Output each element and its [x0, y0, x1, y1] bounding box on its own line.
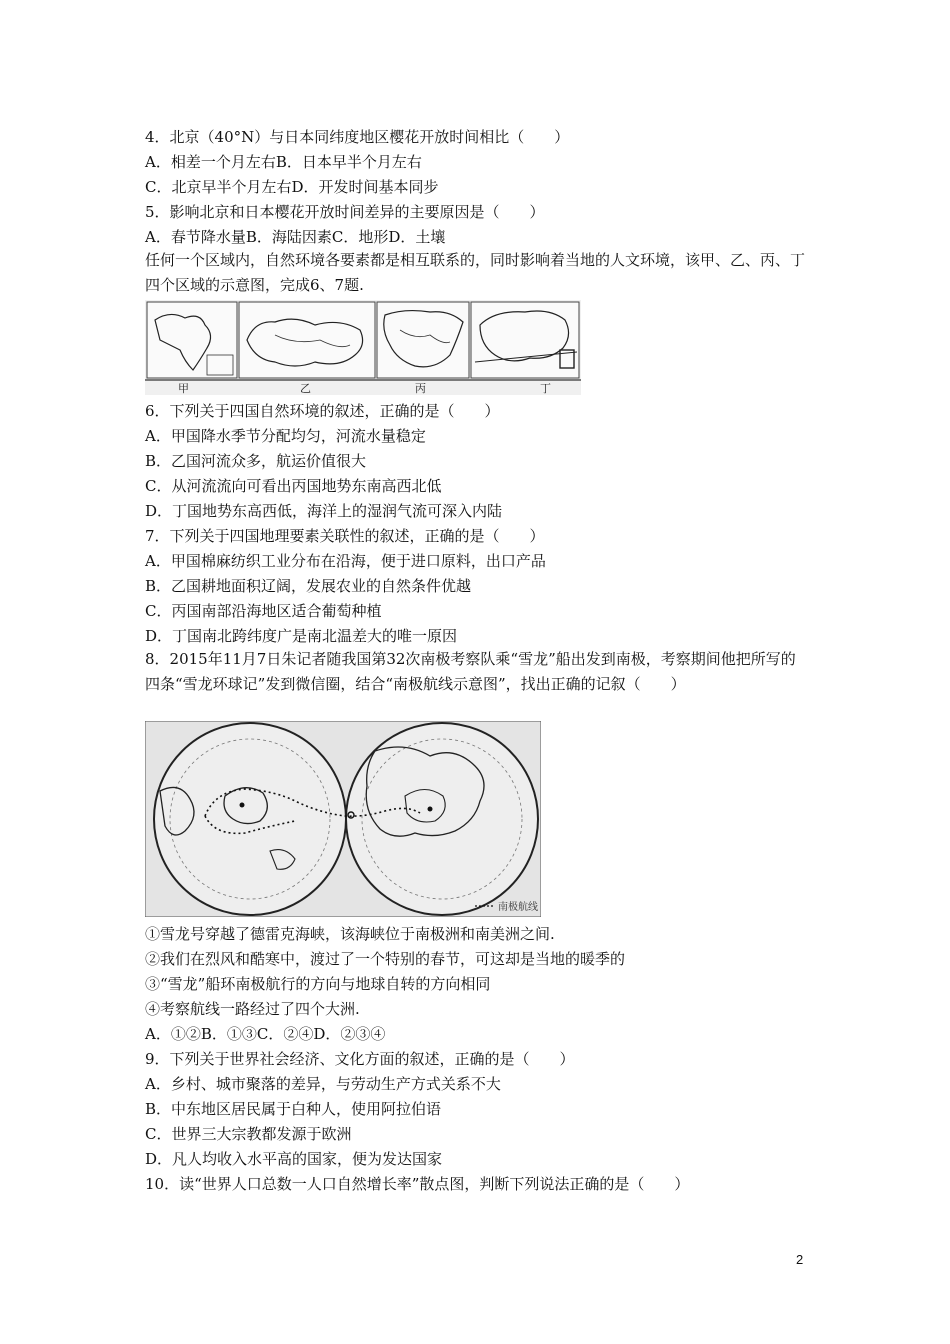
map-label-jia: 甲 [178, 382, 189, 395]
question-8-statement-4: ④考察航线一路经过了四个大洲. [145, 1000, 360, 1018]
question-5-stem: 5．影响北京和日本樱花开放时间差异的主要原因是（ ） [145, 203, 545, 221]
question-4-options-cd: C．北京早半个月左右D．开发时间基本同步 [145, 178, 439, 196]
question-7-stem: 7．下列关于四国地理要素关联性的叙述，正确的是（ ） [145, 527, 545, 545]
four-country-maps-figure [145, 300, 581, 395]
question-8-options: A．①②B．①③C．②④D．②③④ [145, 1025, 386, 1043]
question-8-statement-2: ②我们在烈风和酷寒中，渡过了一个特别的春节，可这却是当地的暖季的 [145, 950, 626, 968]
question-9-option-a: A．乡村、城市聚落的差异，与劳动生产方式关系不大 [145, 1075, 501, 1093]
question-10-stem: 10．读“世界人口总数一人口自然增长率”散点图，判断下列说法正确的是（ ） [145, 1175, 690, 1193]
question-4-stem: 4．北京（40°N）与日本同纬度地区樱花开放时间相比（ ） [145, 128, 570, 146]
question-7-option-d: D．丁国南北跨纬度广是南北温差大的唯一原因 [145, 627, 458, 645]
map-label-ding: 丁 [540, 382, 551, 395]
intro-6-7: 任何一个区域内，自然环境各要素都是相互联系的，同时影响着当地的人文环境，该甲、乙、丙、丁四个区域的示意图，完成6、7题. [145, 251, 806, 294]
question-6-option-a: A．甲国降水季节分配均匀，河流水量稳定 [145, 427, 426, 445]
question-6-option-b: B．乙国河流众多，航运价值很大 [145, 452, 367, 470]
map-label-bing: 丙 [415, 382, 426, 395]
question-7-option-b: B．乙国耕地面积辽阔，发展农业的自然条件优越 [145, 577, 472, 595]
question-6-option-d: D．丁国地势东高西低，海洋上的湿润气流可深入内陆 [145, 502, 503, 520]
four-country-maps [145, 300, 581, 395]
antarctic-route-map [145, 721, 541, 917]
question-5-options: A．春节降水量B．海陆因素C．地形D．土壤 [145, 228, 446, 246]
question-4-options-ab: A．相差一个月左右B．日本早半个月左右 [145, 153, 422, 171]
question-7-option-a: A．甲国棉麻纺织工业分布在沿海，便于进口原料，出口产品 [145, 552, 546, 570]
page-number: 2 [796, 1252, 804, 1267]
map-label-yi: 乙 [300, 382, 311, 395]
question-8-statement-1: ①雪龙号穿越了德雷克海峡，该海峡位于南极洲和南美洲之间. [145, 925, 555, 943]
question-8-stem: 8．2015年11月7日朱记者随我国第32次南极考察队乘“雪龙”船出发到南极，考察期间他把所写的四条“雪龙环球记”发到微信圈，结合“南极航线示意图”，找出正确的记叙（ ） [145, 650, 796, 693]
question-6-stem: 6．下列关于四国自然环境的叙述，正确的是（ ） [145, 402, 500, 420]
question-9-option-c: C．世界三大宗教都发源于欧洲 [145, 1125, 352, 1143]
route-legend-label: 南极航线 [498, 902, 538, 913]
antarctic-route-svg [145, 721, 541, 917]
question-8-statement-3: ③“雪龙”船环南极航行的方向与地球自转的方向相同 [145, 975, 491, 993]
question-7-option-c: C．丙国南部沿海地区适合葡萄种植 [145, 602, 382, 620]
question-9-option-d: D．凡人均收入水平高的国家，便为发达国家 [145, 1150, 443, 1168]
question-9-option-b: B．中东地区居民属于白种人，使用阿拉伯语 [145, 1100, 442, 1118]
question-9-stem: 9．下列关于世界社会经济、文化方面的叙述，正确的是（ ） [145, 1050, 575, 1068]
question-6-option-c: C．从河流流向可看出丙国地势东南高西北低 [145, 477, 442, 495]
